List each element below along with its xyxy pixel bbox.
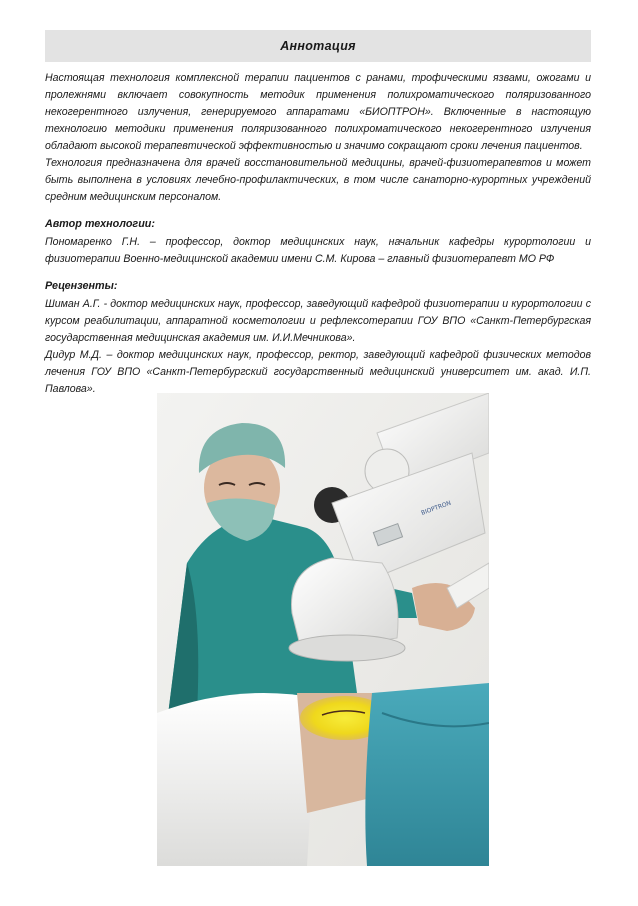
reviewer-item-2: Дидур М.Д. – доктор медицинских наук, профессор, ректор, заведующий кафедрой физических методов лечения ГОУ ВПО «Санкт-Петербургский государственный медицинский университет им. акад. И.П. Павлова». <box>45 349 591 395</box>
treatment-illustration <box>157 393 489 866</box>
annotation-paragraph-2: Технология предназначена для врачей восстановительной медицины, врачей-физиотерапевтов и может быть выполнена в условиях лечебно-профилактических, в том числе санаторно-курортных учреждений средним медицинским персоналом. <box>45 157 591 203</box>
treatment-photo <box>157 393 489 866</box>
blue-sheet <box>365 683 489 866</box>
device-logo-text: BIOPTRON <box>420 499 453 517</box>
reviewer-item-1: Шиман А.Г. - доктор медицинских наук, профессор, заведующий кафедрой физиотерапии и курортологии с курсом реабилитации, аппаратной косметологии и рефлексотерапии ГОУ ВПО «Санкт-Петербургская государственная медицинская академия им. И.И.Мечникова». <box>45 298 591 344</box>
annotation-text <box>45 70 591 206</box>
author-title: Автор технологии: <box>45 218 155 230</box>
annotation-paragraph-1: Настоящая технология комплексной терапии пациентов с ранами, трофическими язвами, ожогами и пролежнями включает совокупность методик применения полихроматического поляризованного некогерентного излучения, генерируемого аппаратами «БИОПТРОН». Включенные в настоящую технологию методики применения поляризованного полихроматического некогерентного излучения обладают высокой терапевтической эффективностью и значимо сокращают сроки лечения пациентов. <box>45 72 591 152</box>
white-sheet <box>157 693 317 866</box>
author-description: Пономаренко Г.Н. – профессор, доктор медицинских наук, начальник кафедры курортологии и физиотерапии Военно-медицинской академии имени С.М. Кирова – главный физиотерапевт МО РФ <box>45 236 591 265</box>
page-title: Аннотация <box>280 39 356 53</box>
annotation-header <box>45 30 591 62</box>
device-lens-rim <box>289 635 405 661</box>
reviewers-list <box>45 296 591 398</box>
annotation-page <box>45 30 591 398</box>
reviewers-title: Рецензенты: <box>45 280 118 292</box>
author-text <box>45 234 591 268</box>
